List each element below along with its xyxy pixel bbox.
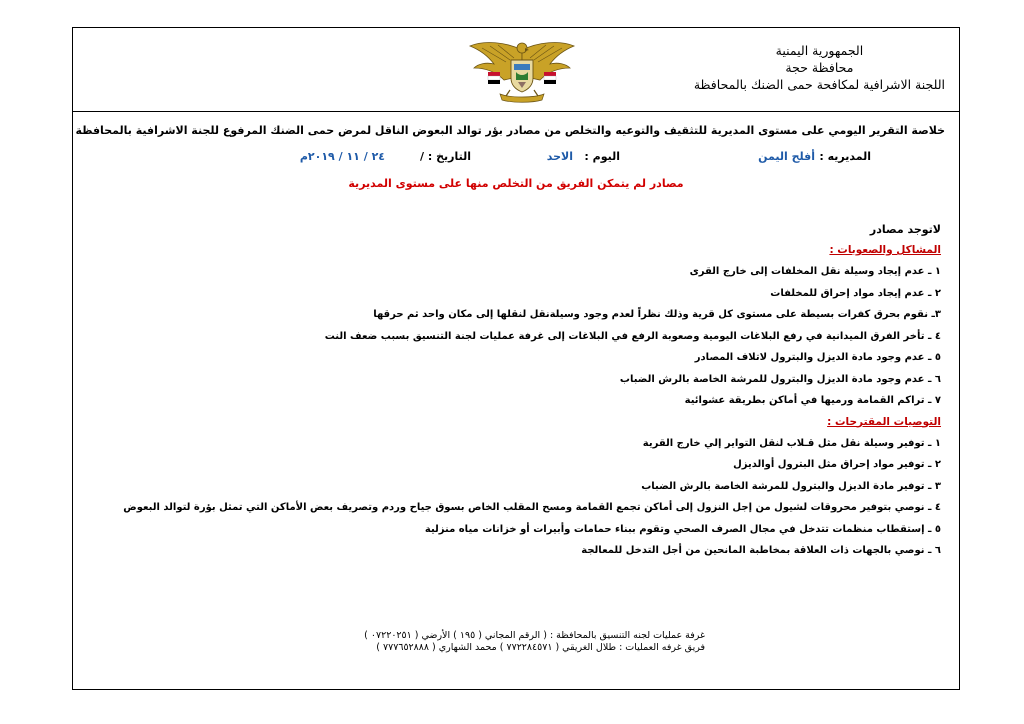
report-title: خلاصة التقرير اليومي على مستوى المديرية للتثقيف والتوعيه والتخلص من مصادر بؤر توالد البعوض الناقل لمرض حمى الضنك المرفوع للجنة الاشرافية بالمحافظة [75, 124, 945, 137]
problem-item: ٣ـ نقوم بحرق كفرات بسيطة على مستوى كل قرية وذلك نظراً لعدم وجود وسيلةنقل لنقلها إلى مكان واحد ثم حرقها [373, 309, 941, 320]
operations-team-contact: فريق غرفه العمليات : طلال الغريقي ( ٧٧٢٢٨٤٥٧١ ) محمد الشهاري ( ٧٧٧٦٥٢٨٨٨ ) [376, 642, 705, 653]
day-label: اليوم : [584, 150, 620, 163]
problem-item: ٧ ـ تراكم القمامة ورميها في أماكن بطريقة عشوائية [684, 395, 941, 406]
letterhead-country: الجمهورية اليمنية [775, 43, 864, 58]
recommendation-item: ٢ ـ توفير مواد إحراق مثل البترول أوالديزل [733, 459, 941, 470]
report-subtitle: مصادر لم يتمكن الفريق من التخلص منها على مستوى المديرية [348, 177, 684, 190]
no-sources-text: لاتوجد مصادر [869, 223, 941, 236]
letterhead-governorate: محافظة حجة [785, 60, 854, 75]
problem-item: ٤ ـ تأخر الفرق الميدانية في رفع البلاغات اليومية وصعوبة الرفع في البلاغات إلى غرفة عمليات لجنة التنسيق بسبب ضعف النت [324, 330, 941, 342]
problem-item: ٥ ـ عدم وجود مادة الديزل والبترول لاتلاف المصادر [694, 352, 941, 363]
recommendation-item: ٦ ـ نوصي بالجهات ذات العلاقة بمخاطبة المانحين من أجل التدخل للمعالجة [581, 545, 941, 556]
letterhead [694, 42, 945, 93]
day-value: الاحد [546, 150, 573, 163]
report-footer [245, 630, 705, 654]
recommendation-item: ٥ ـ إستقطاب منظمات تتدخل في مجال الصرف الصحي وتقوم ببناء حمامات وأبيرات أو خزانات مياه منزلية [424, 523, 941, 535]
recommendation-item: ٤ ـ نوصي بتوفير محروقات لشيول من إجل النزول إلى أماكن تجمع القمامة ومسح المقلب الخاص بسوق جياح وردم وتصريف بعض الأماكن التي تمثل بؤرة لتوالد البعوض [123, 502, 941, 513]
report-meta-row [87, 150, 945, 168]
header-divider [73, 111, 959, 112]
problem-item: ١ ـ عدم إيجاد وسيلة نقل المخلفات إلى خارج القرى [689, 266, 941, 277]
operations-room-contact: غرفة عمليات لجنه التنسيق بالمحافظة : ( الرقم المجاني ( ١٩٥ ) الأرضي ( ٠٧٢٢٠٢٥١ ) [364, 630, 705, 641]
district-value: أفلح اليمن [758, 150, 815, 163]
yemen-eagle-emblem-icon [466, 36, 578, 108]
problems-heading: المشاكل والصعوبات : [829, 244, 941, 256]
problem-item: ٦ ـ عدم وجود مادة الديزل والبترول للمرشة الخاصة بالرش الضباب [619, 373, 941, 385]
problem-item: ٢ ـ عدم إيجاد مواد إحراق للمخلفات [770, 287, 941, 299]
report-body [81, 220, 941, 562]
recommendation-item: ١ ـ توفير وسيلة نقل مثل قـلاب لنقل التواير إلي خارج القرية [642, 437, 941, 449]
date-label: التاريخ : / [420, 150, 471, 163]
document-page [72, 27, 960, 690]
letterhead-committee: اللجنة الاشرافية لمكافحة حمى الضنك بالمحافظة [693, 77, 945, 92]
district-label: المديريه : [819, 150, 871, 163]
recommendation-item: ٣ ـ توفير مادة الديزل والبترول للمرشة الخاصة بالرش الضباب [641, 480, 941, 492]
date-value: ٢٤ / ١١ / ٢٠١٩م [299, 150, 385, 163]
recommendations-heading: التوصيات المقترحات : [827, 415, 941, 428]
